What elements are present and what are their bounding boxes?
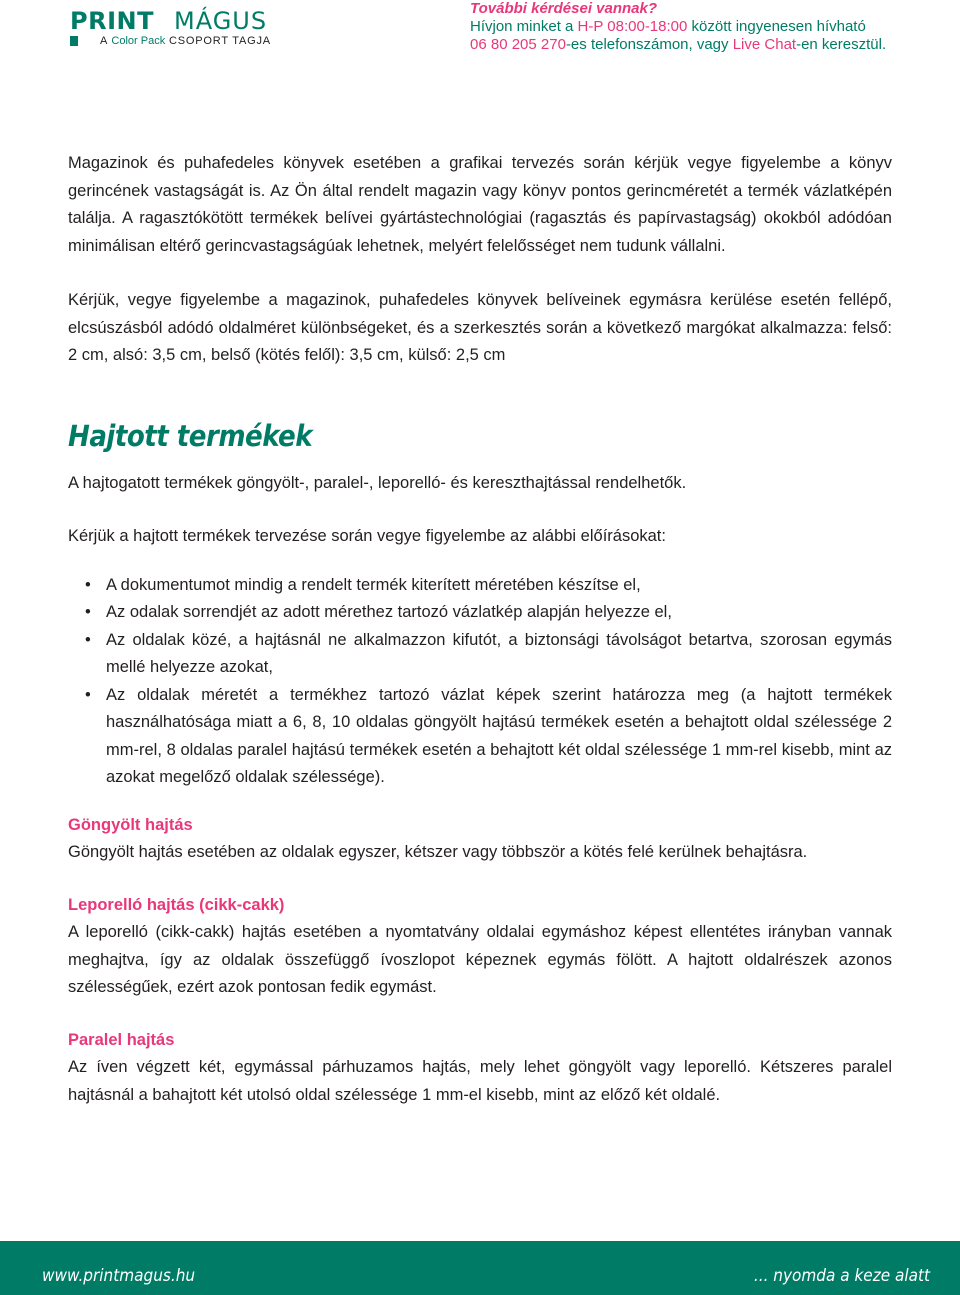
logo-print-text: PRINT (70, 7, 154, 35)
footer-bar (0, 1241, 960, 1295)
logo-subtitle (100, 35, 271, 47)
section-title: Hajtott termékek (68, 418, 313, 453)
subheading-gongyolt: Göngyölt hajtás (68, 815, 193, 834)
printmagus-logo (70, 8, 290, 48)
contact-line-phone (470, 36, 950, 54)
list-item: • A dokumentumot mindig a rendelt termék kiterített méretében készítse el, (106, 572, 892, 600)
contact-free-text: között ingyenesen hívható (691, 18, 866, 35)
list-item: • Az odalak sorrendjét az adott mérethez tartozó vázlatkép alapján helyezze el, (106, 599, 892, 627)
paragraph-gongyolt: Göngyölt hajtás esetében az oldalak egyszer, kétszer vagy többször a kötés felé kerülnek behajtásra. (68, 843, 808, 861)
paragraph-paralel: Az íven végzett két, egymással párhuzamos hajtás, mely lehet göngyölt vagy leporelló. Kétszeres paralel hajtásnál a bahajtott két utolsó oldal szélessége 1 mm-el kisebb, mint az előző két oldalé. (68, 1058, 892, 1104)
contact-phone[interactable]: 06 80 205 270 (470, 36, 566, 53)
paragraph-margins: Kérjük, vegye figyelembe a magazinok, puhafedeles könyvek belíveinek egymásra kerülése esetén fellépő, elcsúszásból adódó oldalméret különbségeket, és a szerkesztés során a következő margókat alkalmazza: felső: 2 cm, alsó: 3,5 cm, belső (kötés felől): 3,5 cm, külső: 2,5 cm (68, 291, 892, 364)
paragraph-fold-types: A hajtogatott termékek göngyölt-, paralel-, leporelló- és kereszthajtással rendelhetők. (68, 473, 687, 492)
logo-sub-rest: CSOPORT TAGJA (169, 35, 271, 47)
logo-magus-text: MÁGUS (174, 7, 268, 35)
list-item: • Az oldalak méretét a termékhez tartozó vázlat képek szerint határozza meg (a hajtott termékek használhatósága miatt a 6, 8, 10 oldalas göngyölt hajtású termékek esetén a behajtott oldal szélessége 2 mm-rel, 8 oldalas paralel hajtású termékek esetén a behajtott két oldal szélessége 1 mm-rel kisebb, mint az azokat megelőző oldalak szélessége). (106, 682, 892, 792)
logo-mark-icon (70, 34, 94, 48)
contact-info (470, 0, 950, 54)
list-item: • Az oldalak közé, a hajtásnál ne alkalmazzon kifutót, a biztonsági távolságot betartva, szorosan egymás mellé helyezze azokat, (106, 627, 892, 682)
paragraph-rules-intro: Kérjük a hajtott termékek tervezése során vegye figyelembe az alábbi előírásokat: (68, 527, 666, 545)
logo-sub-a: A (100, 35, 108, 47)
paragraph-spine: Magazinok és puhafedeles könyvek esetében a grafikai tervezés során kérjük vegye figyelembe a könyv gerincének vastagságát is. Az Ön által rendelt magazin vagy könyv pontos gerincméretét a termék vázlatképén találja. A ragasztókötött termékek belívei gyártástechnológiai (ragasztás és papírvastagság) okokból adódóan minimálisan eltérő gerincvastagságúak lehetnek, melyért felelősséget nem tudunk vállalni. (68, 154, 892, 255)
live-chat-link[interactable]: Live Chat (732, 36, 797, 53)
document-body (68, 150, 892, 1109)
subheading-leporello: Leporelló hajtás (cikk-cakk) (68, 895, 285, 914)
footer-url-link[interactable]: www.printmagus.hu (42, 1266, 196, 1286)
contact-call-text: Hívjon minket a (470, 18, 574, 35)
contact-phone-suffix: -es telefonszámon, vagy (565, 36, 729, 53)
logo-sub-colorpack: Color Pack (111, 35, 166, 47)
contact-hours: H-P 08:00-18:00 (577, 18, 688, 35)
paragraph-leporello: A leporelló (cikk-cakk) hajtás esetében a nyomtatvány oldalai egymáshoz képest ellentétes irányban vannak meghajtva, így az oldalak összefüggő ívoszlopot képeznek egymás fölött. A hajtott oldalrészek azonos szélességűek, ezért azok pontosan fedik egymást. (68, 923, 892, 996)
contact-question: További kérdései vannak? (470, 0, 658, 17)
contact-chat-suffix: -en keresztül. (796, 36, 887, 53)
rules-list (68, 572, 892, 792)
contact-line-hours (470, 18, 950, 36)
footer-tagline: ... nyomda a keze alatt (753, 1266, 930, 1286)
subheading-paralel: Paralel hajtás (68, 1030, 175, 1049)
